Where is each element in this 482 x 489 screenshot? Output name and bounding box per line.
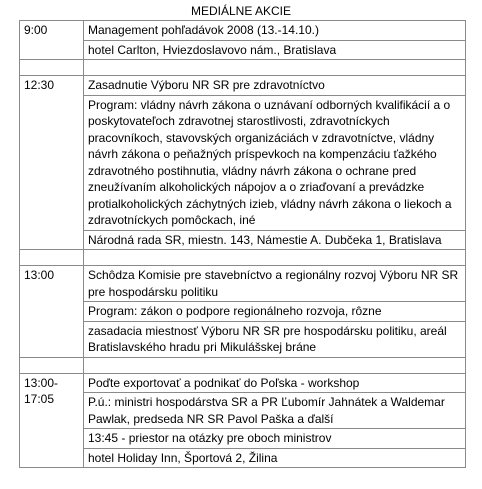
event-row bbox=[20, 266, 466, 302]
event-row bbox=[20, 40, 466, 60]
event-detail: Program: zákon o podpore regionálneho rozvoja, rôzne bbox=[84, 302, 466, 322]
event-row bbox=[20, 448, 466, 468]
event-detail: zasadacia miestnosť Výboru NR SR pre hospodársku politiku, areál Bratislavského hradu pri Mikulášskej bráne bbox=[84, 321, 466, 357]
separator-cell bbox=[84, 60, 466, 76]
event-title: Zasadnutie Výboru NR SR pre zdravotníctvo bbox=[84, 76, 466, 96]
event-row bbox=[20, 230, 466, 250]
event-row bbox=[20, 373, 466, 393]
media-events-table bbox=[19, 20, 466, 468]
event-detail: hotel Carlton, Hviezdoslavovo nám., Bratislava bbox=[84, 40, 466, 60]
event-title: Management pohľadávok 2008 (13.-14.10.) bbox=[84, 21, 466, 41]
event-detail: P.ú.: ministri hospodárstva SR a PR Ľubomír Jahnátek a Waldemar Pawlak, predseda NR SR Pavol Paška a ďalší bbox=[84, 393, 466, 429]
event-row bbox=[20, 393, 466, 429]
event-detail: Program: vládny návrh zákona o uznávaní odborných kvalifikácií a o poskytovateľoch zdravotnej starostlivosti, zdravotníckych pracovníkoch, stavovských organizáciách v zdravotníctve, vládny návrh zákona o peňažných príspevkoch na kompenzáciu ťažkého zdravotného postihnutia, vládny návrh zákona o ochrane pred zneužívaním alkoholických nápojov a o zriaďovaní a prevádzke protialkoholických záchytných izieb, vládny návrh zákona o liekoch a zdravotníckych pomôckach, iné bbox=[84, 95, 466, 230]
event-row bbox=[20, 429, 466, 449]
event-time: 9:00 bbox=[20, 21, 84, 60]
event-separator-row bbox=[20, 60, 466, 76]
separator-cell bbox=[20, 357, 84, 373]
event-row bbox=[20, 21, 466, 41]
event-row bbox=[20, 321, 466, 357]
event-row bbox=[20, 302, 466, 322]
separator-cell bbox=[84, 357, 466, 373]
separator-cell bbox=[84, 250, 466, 266]
event-time: 13:00 bbox=[20, 266, 84, 358]
separator-cell bbox=[20, 60, 84, 76]
schedule-body bbox=[20, 21, 466, 468]
event-title: Schôdza Komisie pre stavebníctvo a regionálny rozvoj Výboru NR SR pre hospodársku politiku bbox=[84, 266, 466, 302]
separator-cell bbox=[20, 250, 84, 266]
event-row bbox=[20, 76, 466, 96]
event-detail: 13:45 - priestor na otázky pre oboch ministrov bbox=[84, 429, 466, 449]
event-separator-row bbox=[20, 357, 466, 373]
page-title: MEDIÁLNE AKCIE bbox=[190, 4, 292, 18]
event-row bbox=[20, 95, 466, 230]
event-detail: hotel Holiday Inn, Športová 2, Žilina bbox=[84, 448, 466, 468]
event-detail: Národná rada SR, miestn. 143, Námestie A. Dubčeka 1, Bratislava bbox=[84, 230, 466, 250]
event-separator-row bbox=[20, 250, 466, 266]
event-title: Poďte exportovať a podnikať do Poľska - workshop bbox=[84, 373, 466, 393]
event-time: 12:30 bbox=[20, 76, 84, 250]
event-time: 13:00- 17:05 bbox=[20, 373, 84, 468]
